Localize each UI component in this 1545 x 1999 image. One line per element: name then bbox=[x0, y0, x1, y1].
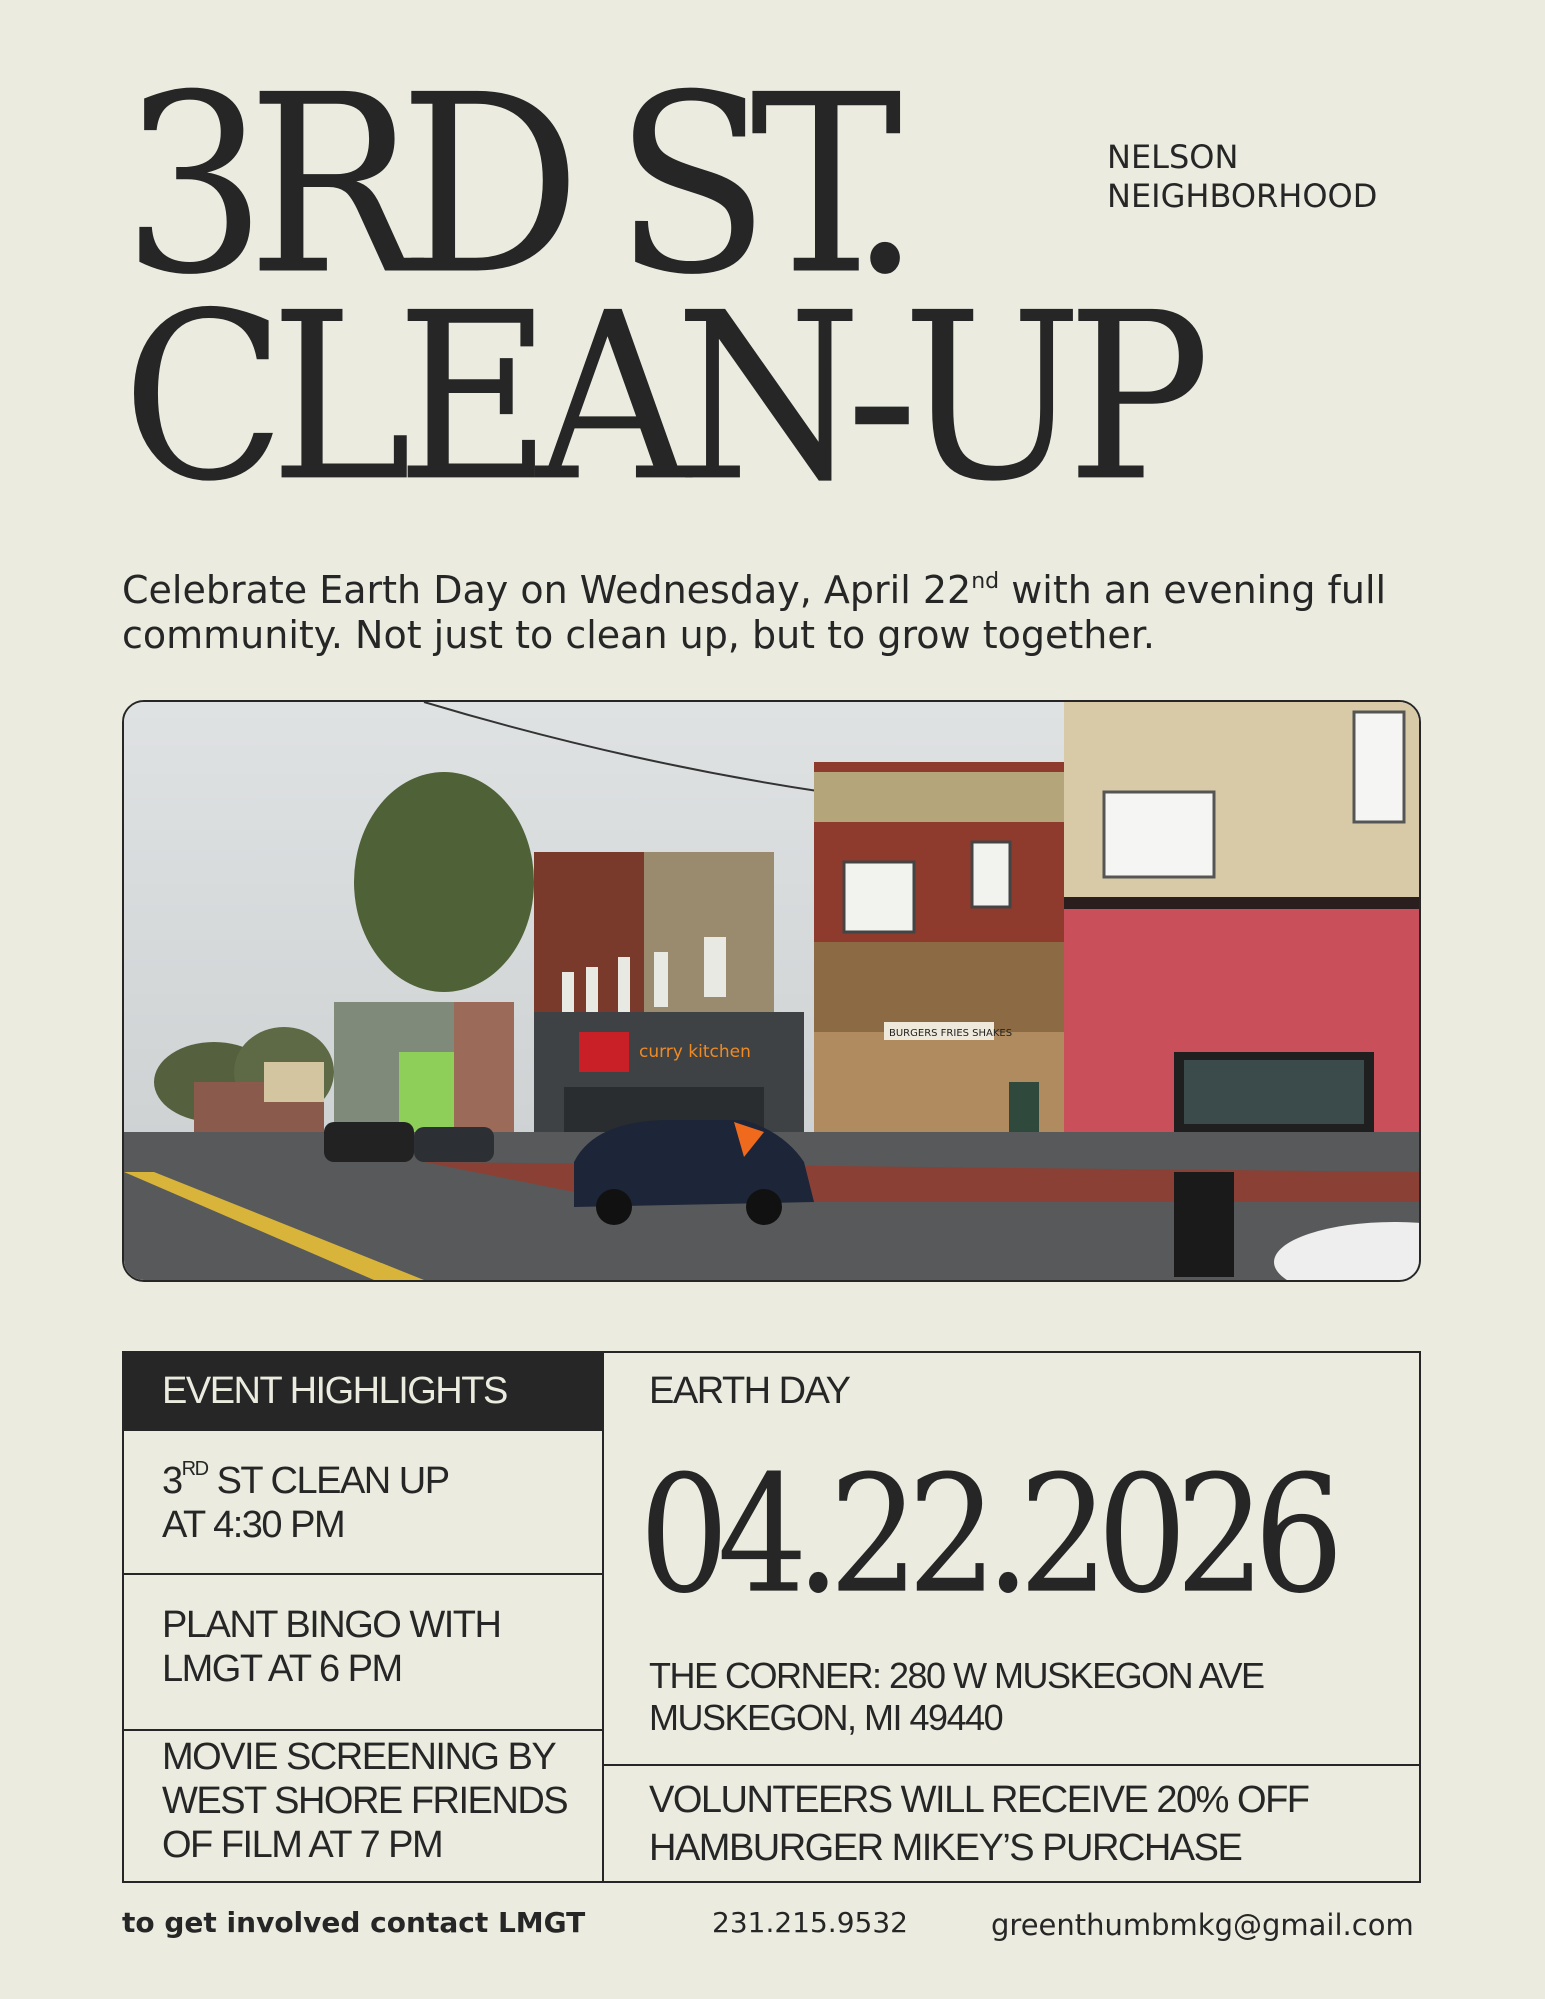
highlights-heading-bar bbox=[124, 1353, 602, 1429]
address-line-2: MUSKEGON, MI 49440 bbox=[649, 1697, 1003, 1738]
highlight-1-line-1: ST CLEAN UP bbox=[207, 1460, 449, 1502]
event-date: 04.22.2026 bbox=[639, 1441, 1333, 1630]
intro-text bbox=[122, 568, 1442, 658]
address-line-1: THE CORNER: 280 W MUSKEGON AVE bbox=[649, 1655, 1264, 1696]
highlights-column bbox=[124, 1353, 604, 1881]
highlight-2-line-1: PLANT BINGO WITH bbox=[162, 1604, 501, 1646]
volunteer-line-2: HAMBURGER MIKEY’S PURCHASE bbox=[649, 1827, 1242, 1869]
highlight-item-bingo bbox=[124, 1573, 602, 1729]
neighborhood-line-1: NELSON bbox=[1107, 138, 1239, 176]
neighborhood-line-2: NEIGHBORHOOD bbox=[1107, 177, 1378, 215]
title-line-1: 3RD ST. bbox=[122, 41, 902, 329]
highlight-1-prefix: 3 bbox=[162, 1460, 182, 1502]
street-photo bbox=[122, 700, 1421, 1282]
highlight-3-line-1: MOVIE SCREENING BY bbox=[162, 1736, 556, 1778]
street-photo-illustration bbox=[124, 702, 1419, 1280]
volunteer-offer-cell bbox=[604, 1764, 1419, 1881]
intro-part-2: with an evening full community. Not just to clean up, but to grow together. bbox=[122, 568, 1387, 657]
highlight-3-line-2: WEST SHORE FRIENDS bbox=[162, 1780, 568, 1822]
highlight-item-movie bbox=[124, 1729, 602, 1883]
intro-superscript: nd bbox=[971, 569, 1000, 594]
highlight-1-line-2: AT 4:30 PM bbox=[162, 1504, 345, 1546]
phone-number[interactable]: 231.215.9532 bbox=[712, 1906, 908, 1939]
title-line-2: CLEAN-UP bbox=[122, 263, 1195, 533]
event-info-table bbox=[122, 1351, 1421, 1883]
highlight-item-cleanup bbox=[124, 1429, 602, 1573]
curry-kitchen-sign: curry kitchen bbox=[639, 1042, 751, 1062]
highlights-heading: EVENT HIGHLIGHTS bbox=[162, 1370, 507, 1412]
burgers-sign: BURGERS FRIES SHAKES bbox=[889, 1028, 1013, 1039]
volunteer-line-1: VOLUNTEERS WILL RECEIVE 20% OFF bbox=[649, 1779, 1309, 1821]
neighborhood-label bbox=[1107, 138, 1377, 216]
event-address bbox=[649, 1655, 1263, 1739]
intro-part-1: Celebrate Earth Day on Wednesday, April 22 bbox=[122, 568, 972, 612]
highlight-3-line-3: OF FILM AT 7 PM bbox=[162, 1824, 443, 1866]
highlight-2-line-2: LMGT AT 6 PM bbox=[162, 1648, 402, 1690]
contact-text: to get involved contact LMGT bbox=[122, 1906, 586, 1939]
event-details-column bbox=[604, 1353, 1419, 1881]
event-label: EARTH DAY bbox=[649, 1370, 850, 1412]
email-address[interactable]: greenthumbmkg@gmail.com bbox=[991, 1908, 1414, 1942]
highlight-1-superscript: RD bbox=[181, 1458, 208, 1480]
